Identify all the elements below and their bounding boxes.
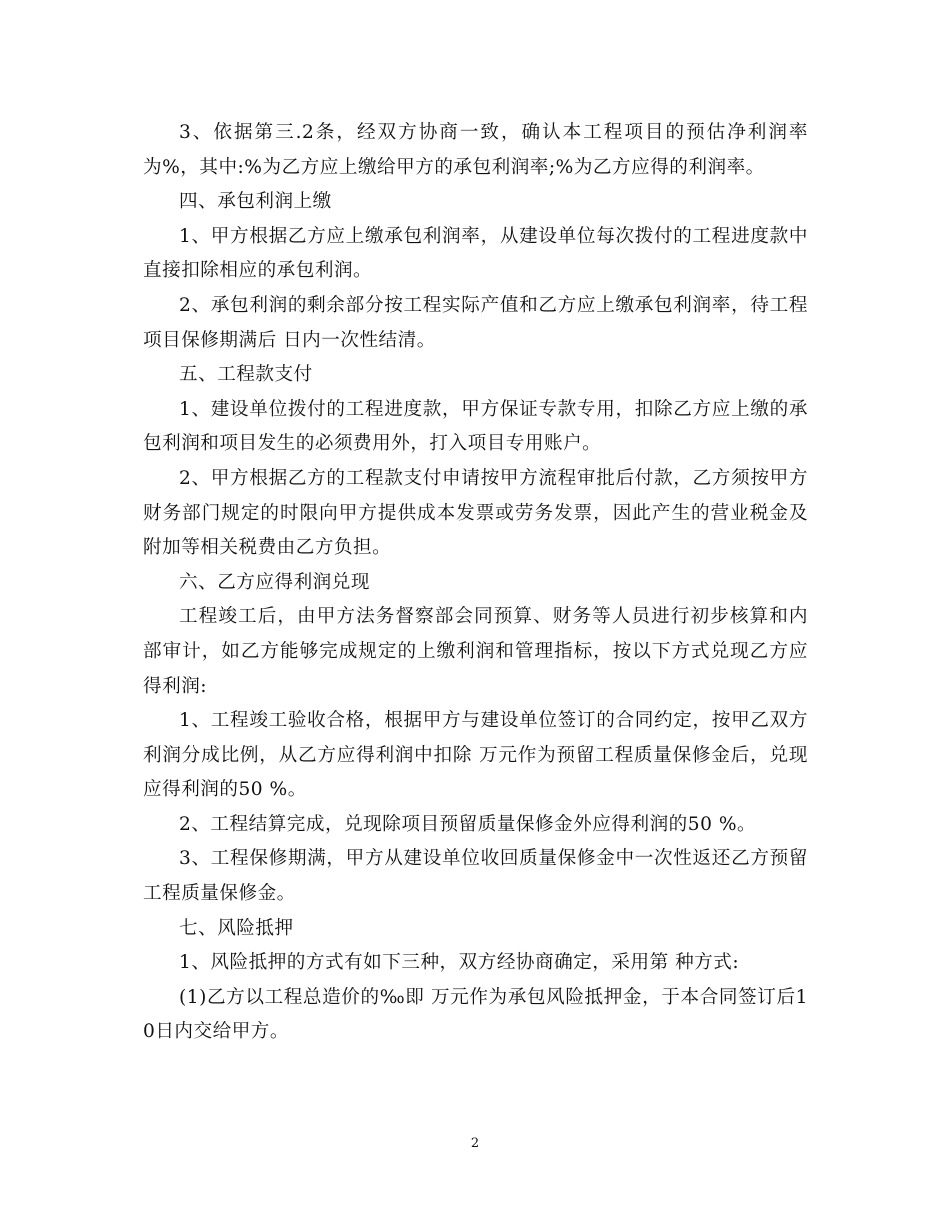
section-heading-6: 六、乙方应得利润兑现 bbox=[179, 571, 370, 593]
document-body bbox=[143, 116, 808, 1050]
paragraph-settlement: 2、工程结算完成，兑现除项目预留质量保修金外应得利润的50 %。 bbox=[179, 813, 757, 835]
paragraph-warranty: 3、工程保修期满，甲方从建设单位收回质量保修金中一次性返还乙方预留工程质量保修金。 bbox=[143, 848, 808, 905]
paragraph-profit-rate: 3、依据第三.2条，经双方协商一致，确认本工程项目的预估净利润率为%，其中:%为乙方应上缴给甲方的承包利润率;%为乙方应得的利润率。 bbox=[143, 122, 808, 178]
paragraph-deduct-profit: 1、甲方根据乙方应上缴承包利润率，从建设单位每次拨付的工程进度款中直接扣除相应的承包利润。 bbox=[143, 225, 808, 282]
page-number: 2 bbox=[470, 1136, 480, 1151]
paragraph-payment-application: 2、甲方根据乙方的工程款支付申请按甲方流程审批后付款，乙方须按甲方财务部门规定的时限向甲方提供成本发票或劳务发票，因此产生的营业税金及附加等相关税费由乙方负担。 bbox=[143, 467, 808, 559]
paragraph-risk-methods: 1、风险抵押的方式有如下三种，双方经协商确定，采用第 种方式: bbox=[179, 952, 740, 974]
section-heading-4: 四、承包利润上缴 bbox=[179, 191, 332, 213]
paragraph-progress-payment: 1、建设单位拨付的工程进度款，甲方保证专款专用，扣除乙方应上缴的承包利润和项目发生的必须费用外，打入项目专用账户。 bbox=[143, 398, 808, 455]
paragraph-remaining-profit: 2、承包利润的剩余部分按工程实际产值和乙方应上缴承包利润率，待工程项目保修期满后 日内一次性结清。 bbox=[143, 294, 808, 351]
section-heading-7: 七、风险抵押 bbox=[179, 917, 294, 939]
paragraph-risk-deposit: (1)乙方以工程总造价的‰即 万元作为承包风险抵押金，于本合同签订后10日内交给甲方。 bbox=[143, 986, 808, 1043]
paragraph-acceptance: 1、工程竣工验收合格，根据甲方与建设单位签订的合同约定，按甲乙双方利润分成比例，从乙方应得利润中扣除 万元作为预留工程质量保修金后，兑现应得利润的50 %。 bbox=[143, 710, 808, 801]
section-heading-5: 五、工程款支付 bbox=[179, 364, 313, 386]
paragraph-completion-audit: 工程竣工后，由甲方法务督察部会同预算、财务等人员进行初步核算和内部审计，如乙方能够完成规定的上缴利润和管理指标，按以下方式兑现乙方应得利润: bbox=[143, 606, 808, 697]
